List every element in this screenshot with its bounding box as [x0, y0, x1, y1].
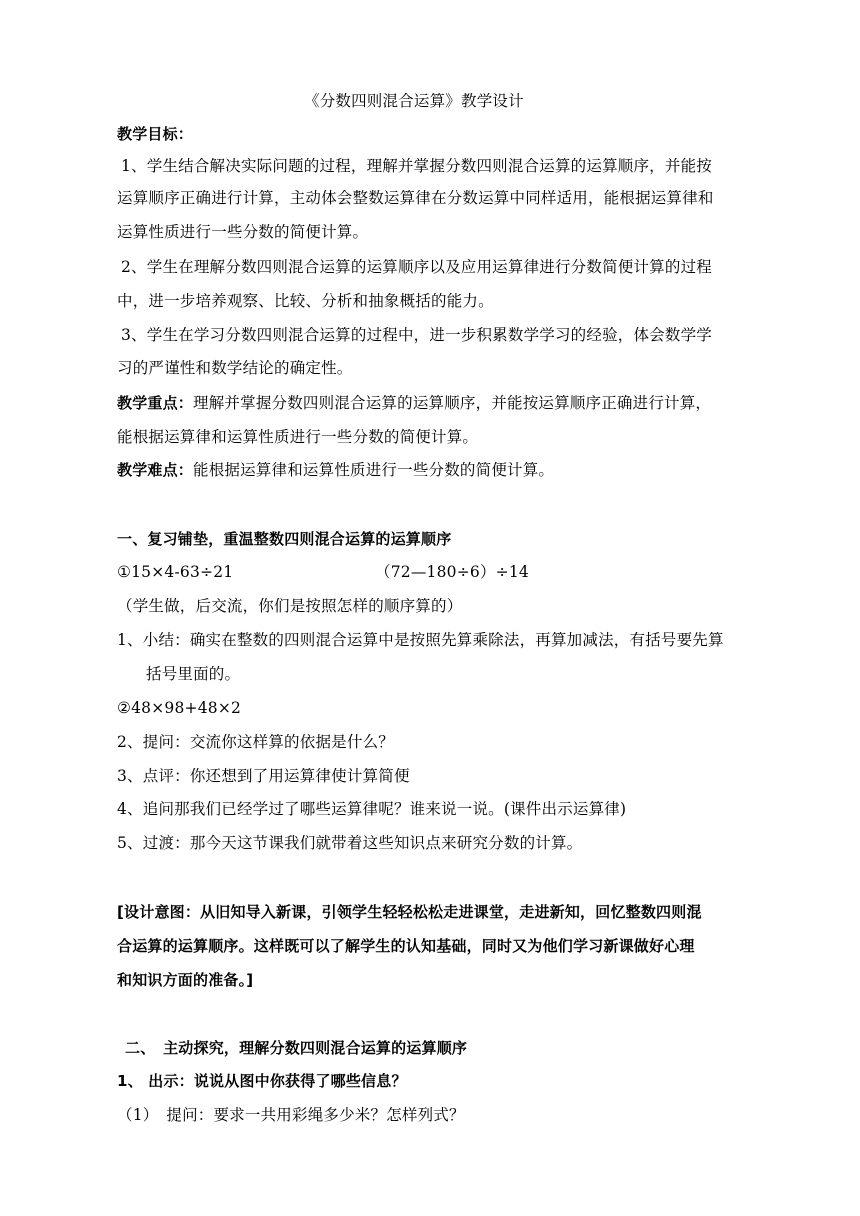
step-5: 5、过渡：那今天这节课我们就带着这些知识点来研究分数的计算。: [117, 834, 583, 852]
design-intent-line-3: 和知识方面的准备。]: [117, 971, 254, 989]
key-points-text: 理解并掌握分数四则混合运算的运算顺序，并能按运算顺序正确进行计算，: [193, 394, 712, 412]
step-2: 2、提问：交流你这样算的依据是什么？: [117, 733, 394, 751]
difficulty-text: 能根据运算律和运算性质进行一些分数的简便计算。: [193, 461, 555, 479]
objective-1-line-1: 1、学生结合解决实际问题的过程，理解并掌握分数四则混合运算的运算顺序，并能按: [121, 157, 712, 175]
key-points-label: 教学重点：: [117, 394, 194, 412]
expression-1: ①15×4-63÷21: [117, 563, 234, 581]
objective-2-line-2: 中，进一步培养观察、比较、分析和抽象概括的能力。: [117, 292, 494, 310]
key-points-line-1: [117, 392, 711, 414]
objective-1-line-3: 运算性质进行一些分数的简便计算。: [117, 223, 369, 241]
difficulty-label: 教学难点：: [117, 461, 194, 479]
objectives-heading: 教学目标：: [117, 125, 194, 143]
objective-3-line-2: 习的严谨性和数学结论的确定性。: [117, 359, 353, 377]
expression-3: ②48×98+48×2: [117, 699, 242, 717]
section-2-sub-1: （1） 提问：要求一共用彩绳多少米？怎样列式？: [117, 1106, 465, 1124]
expression-2: （72—180÷6）÷14: [375, 563, 529, 581]
step-3: 3、点评：你还想到了用运算律使计算简便: [117, 767, 410, 785]
section-1-heading: 一、复习铺垫，重温整数四则混合运算的运算顺序: [117, 530, 452, 548]
key-points-line-2: 能根据运算律和运算性质进行一些分数的简便计算。: [117, 428, 479, 446]
objective-2-line-1: 2、学生在理解分数四则混合运算的运算顺序以及应用运算律进行分数简便计算的过程: [121, 258, 712, 276]
design-intent-line-2: 合运算的运算顺序。这样既可以了解学生的认知基础，同时又为他们学习新课做好心理: [117, 937, 695, 955]
step-4: 4、追问那我们已经学过了哪些运算律呢？谁来说一说。(课件出示运算律): [117, 800, 627, 818]
summary-line-2: 括号里面的。: [146, 665, 241, 683]
objective-1-line-2: 运算顺序正确进行计算，主动体会整数运算律在分数运算中同样适用，能根据运算律和: [117, 189, 714, 207]
objective-3-line-1: 3、学生在学习分数四则混合运算的过程中，进一步积累数学学习的经验，体会数学学: [121, 326, 712, 344]
summary-line-1: 1、小结：确实在整数的四则混合运算中是按照先算乘除法，再算加减法，有括号要先算: [117, 631, 724, 649]
document-title: 《分数四则混合运算》教学设计: [304, 92, 524, 110]
section-2-heading: 二、 主动探究，理解分数四则混合运算的运算顺序: [125, 1039, 468, 1057]
section-1-note: （学生做，后交流，你们是按照怎样的顺序算的）: [117, 597, 463, 615]
difficulty-line: [117, 459, 554, 481]
section-2-item-1: 1、 出示：说说从图中你获得了哪些信息？: [117, 1072, 407, 1090]
design-intent-line-1: [设计意图：从旧知导入新课，引领学生轻轻松松走进课堂，走进新知，回忆整数四则混: [117, 903, 702, 921]
